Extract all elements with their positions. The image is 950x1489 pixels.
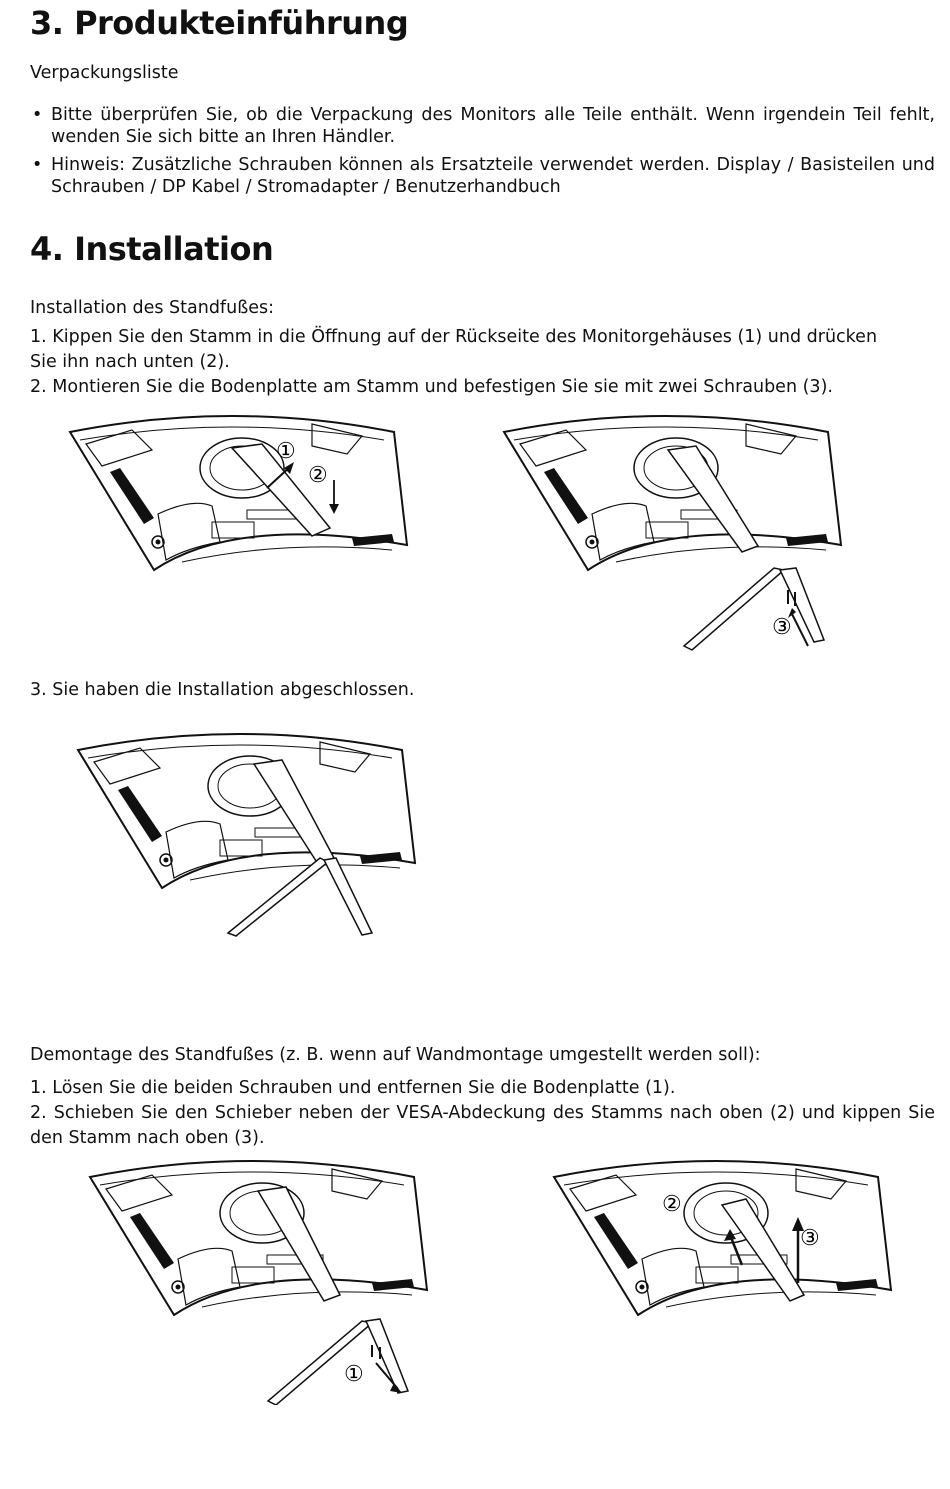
removal-intro: Demontage des Standfußes (z. B. wenn auf Wandmontage umgestellt werden soll):	[30, 1045, 761, 1065]
figure-attach-base	[496, 410, 846, 655]
bullet-item-note	[30, 154, 935, 198]
callout-3: ③	[800, 1226, 820, 1251]
install-step-2: 2. Montieren Sie die Bodenplatte am Stamm und befestigen Sie sie mit zwei Schrauben (3).	[30, 377, 833, 397]
removal-step-2: 2. Schieben Sie den Schieber neben der VESA-Abdeckung des Stamms nach oben (2) und kippen Sie den Stamm nach oben (3).	[30, 1103, 935, 1148]
stand-install-intro: Installation des Standfußes:	[30, 298, 274, 318]
bullet-text: Bitte überprüfen Sie, ob die Verpackung des Monitors alle Teile enthält. Wenn irgendein Teil fehlt, wenden Sie sich bitte an Ihren Händler.	[51, 105, 935, 147]
packing-list-subheading: Verpackungsliste	[30, 63, 179, 83]
figure-remove-stem	[546, 1155, 896, 1340]
figure-install-complete	[70, 728, 420, 943]
packing-list-bullets	[30, 104, 935, 198]
bullet-item-check-package	[30, 104, 935, 148]
section-4-heading: 4. Installation	[30, 230, 274, 268]
figure-remove-base	[82, 1155, 432, 1405]
callout-3: ③	[772, 615, 792, 640]
removal-step-1: 1. Lösen Sie die beiden Schrauben und entfernen Sie die Bodenplatte (1).	[30, 1078, 676, 1098]
figure-insert-stem	[62, 410, 422, 585]
bullet-dot: •	[32, 105, 43, 125]
callout-1: ①	[344, 1362, 364, 1387]
section-3-heading: 3. Produkteinführung	[30, 4, 409, 42]
bullet-text: Hinweis: Zusätzliche Schrauben können als Ersatzteile verwendet werden. Display / Basisteilen und Schrauben / DP Kabel / Stromadapter / Benutzerhandbuch	[51, 155, 935, 197]
callout-1: ①	[276, 439, 296, 464]
bullet-dot: •	[32, 155, 43, 175]
callout-2: ②	[662, 1192, 682, 1217]
install-step-3: 3. Sie haben die Installation abgeschlossen.	[30, 680, 415, 700]
install-step-1: 1. Kippen Sie den Stamm in die Öffnung auf der Rückseite des Monitorgehäuses (1) und drücken Sie ihn nach unten (2).	[30, 327, 878, 372]
callout-2: ②	[308, 463, 328, 488]
